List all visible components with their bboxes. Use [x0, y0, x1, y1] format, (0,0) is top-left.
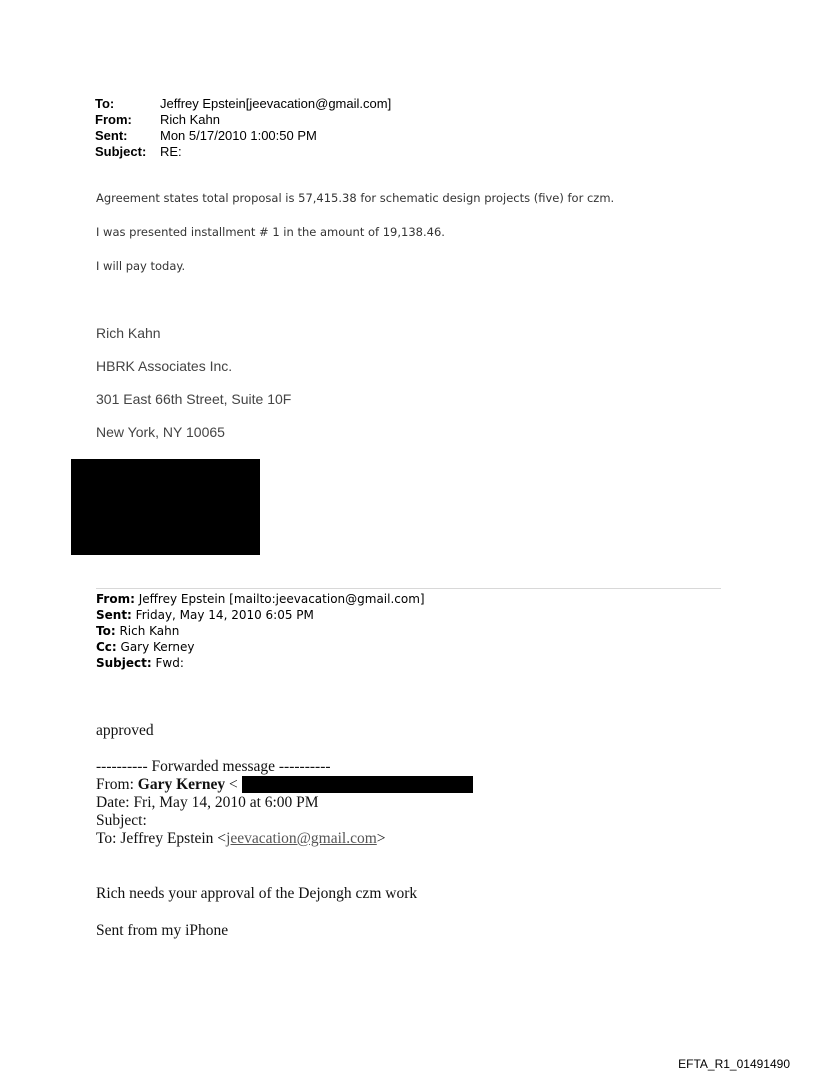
forward-from-prefix: From:	[96, 776, 138, 793]
signature-city: New York, NY 10065	[96, 424, 225, 440]
forward-to-email-link[interactable]: jeevacation@gmail.com	[226, 830, 377, 847]
prior-sent-line	[96, 607, 314, 623]
prior-cc-line	[96, 639, 195, 655]
to-value: Jeffrey Epstein[jeevacation@gmail.com]	[160, 96, 392, 111]
forward-from-name: Gary Kerney	[137, 776, 226, 793]
prior-from-value: Jeffrey Epstein [mailto:jeevacation@gmail.com]	[134, 592, 425, 606]
sent-label: Sent:	[95, 128, 128, 143]
redaction-block	[71, 459, 260, 555]
forward-from-suffix: <	[225, 776, 238, 793]
from-label: From:	[95, 112, 132, 127]
forward-signoff: Sent from my iPhone	[96, 922, 229, 939]
signature-name: Rich Kahn	[96, 325, 161, 341]
from-value: Rich Kahn	[160, 112, 220, 127]
forward-date: Date: Fri, May 14, 2010 at 6:00 PM	[96, 794, 319, 811]
forward-from-line	[96, 776, 238, 794]
forward-subject: Subject:	[96, 812, 147, 829]
subject-label: Subject:	[95, 144, 147, 159]
prior-from-line	[96, 591, 425, 607]
prior-subject-label: Subject:	[96, 656, 152, 670]
forward-body: Rich needs your approval of the Dejongh czm work	[96, 885, 418, 902]
forward-separator: ---------- Forwarded message ----------	[96, 758, 331, 775]
prior-subject-line	[96, 655, 184, 671]
prior-from-label: From:	[96, 592, 135, 606]
reply-line-1: Agreement states total proposal is 57,415.38 for schematic design projects (five) for czm.	[96, 191, 615, 205]
prior-sent-value: Friday, May 14, 2010 6:05 PM	[131, 608, 314, 622]
prior-sent-label: Sent:	[96, 608, 132, 622]
message-divider	[96, 588, 721, 589]
forward-to-prefix: To: Jeffrey Epstein <	[96, 830, 227, 847]
prior-body: approved	[96, 722, 154, 739]
subject-value: RE:	[160, 144, 182, 159]
reply-line-2: I was presented installment # 1 in the amount of 19,138.46.	[96, 225, 445, 239]
prior-to-line	[96, 623, 179, 639]
to-label: To:	[95, 96, 115, 111]
forward-to-line	[96, 830, 386, 848]
prior-cc-label: Cc:	[96, 640, 117, 654]
prior-subject-value: Fwd:	[151, 656, 184, 670]
forward-to-suffix: >	[376, 830, 386, 847]
signature-company: HBRK Associates Inc.	[96, 358, 233, 374]
sent-value: Mon 5/17/2010 1:00:50 PM	[160, 128, 317, 143]
document-id: EFTA_R1_01491490	[678, 1057, 790, 1071]
redaction-email	[242, 776, 473, 793]
signature-address: 301 East 66th Street, Suite 10F	[96, 391, 292, 407]
prior-to-value: Rich Kahn	[115, 624, 180, 638]
prior-to-label: To:	[96, 624, 116, 638]
reply-line-3: I will pay today.	[96, 259, 186, 273]
prior-cc-value: Gary Kerney	[116, 640, 195, 654]
